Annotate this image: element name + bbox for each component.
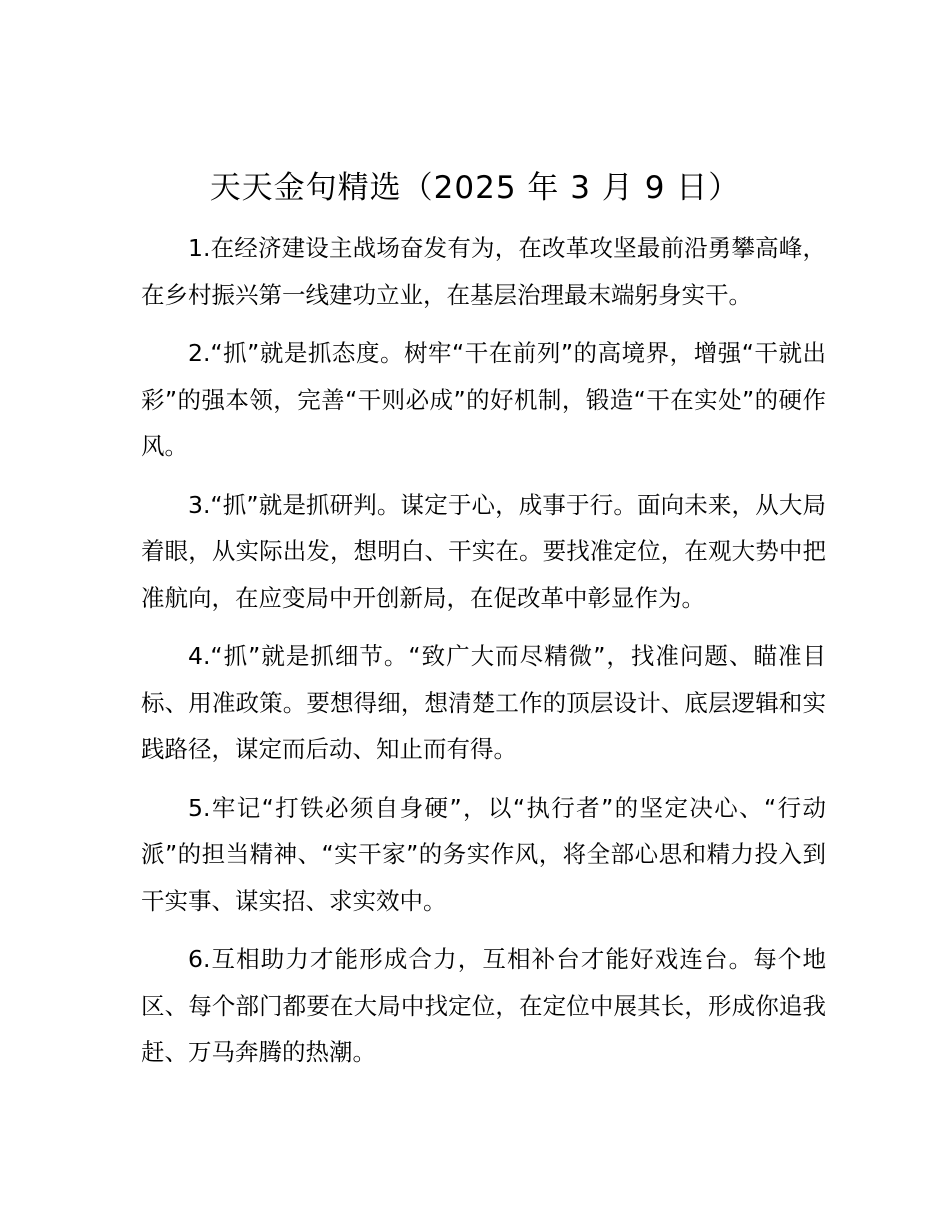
paragraph-5: 5.牢记“打铁必须自身硬”，以“执行者”的坚定决心、“行动派”的担当精神、“实干家”的务实作风，将全部心思和精力投入到干实事、谋实招、求实效中。: [141, 793, 826, 915]
document-title: 天天金句精选（2025 年 3 月 9 日）: [209, 170, 741, 206]
paragraph-1: 1.在经济建设主战场奋发有为，在改革攻坚最前沿勇攀高峰，在乡村振兴第一线建功立业，在基层治理最末端躬身实干。: [141, 234, 826, 309]
document-body: [141, 225, 826, 1088]
paragraph-2: 2.“抓”就是抓态度。树牢“干在前列”的高境界，增强“干就出彩”的强本领，完善“干则必成”的好机制，锻造“干在实处”的硬作风。: [141, 339, 826, 460]
paragraph-6: 6.互相助力才能形成合力，互相补台才能好戏连台。每个地区、每个部门都要在大局中找定位，在定位中展其长，形成你追我赶、万马奔腾的热潮。: [141, 945, 826, 1066]
paragraph-3: 3.“抓”就是抓研判。谋定于心，成事于行。面向未来，从大局着眼，从实际出发，想明白、干实在。要找准定位，在观大势中把准航向，在应变局中开创新局，在促改革中彰显作为。: [141, 490, 826, 612]
paragraph-4: 4.“抓”就是抓细节。“致广大而尽精微”，找准问题、瞄准目标、用准政策。要想得细，想清楚工作的顶层设计、底层逻辑和实践路径，谋定而后动、知止而有得。: [141, 642, 826, 763]
